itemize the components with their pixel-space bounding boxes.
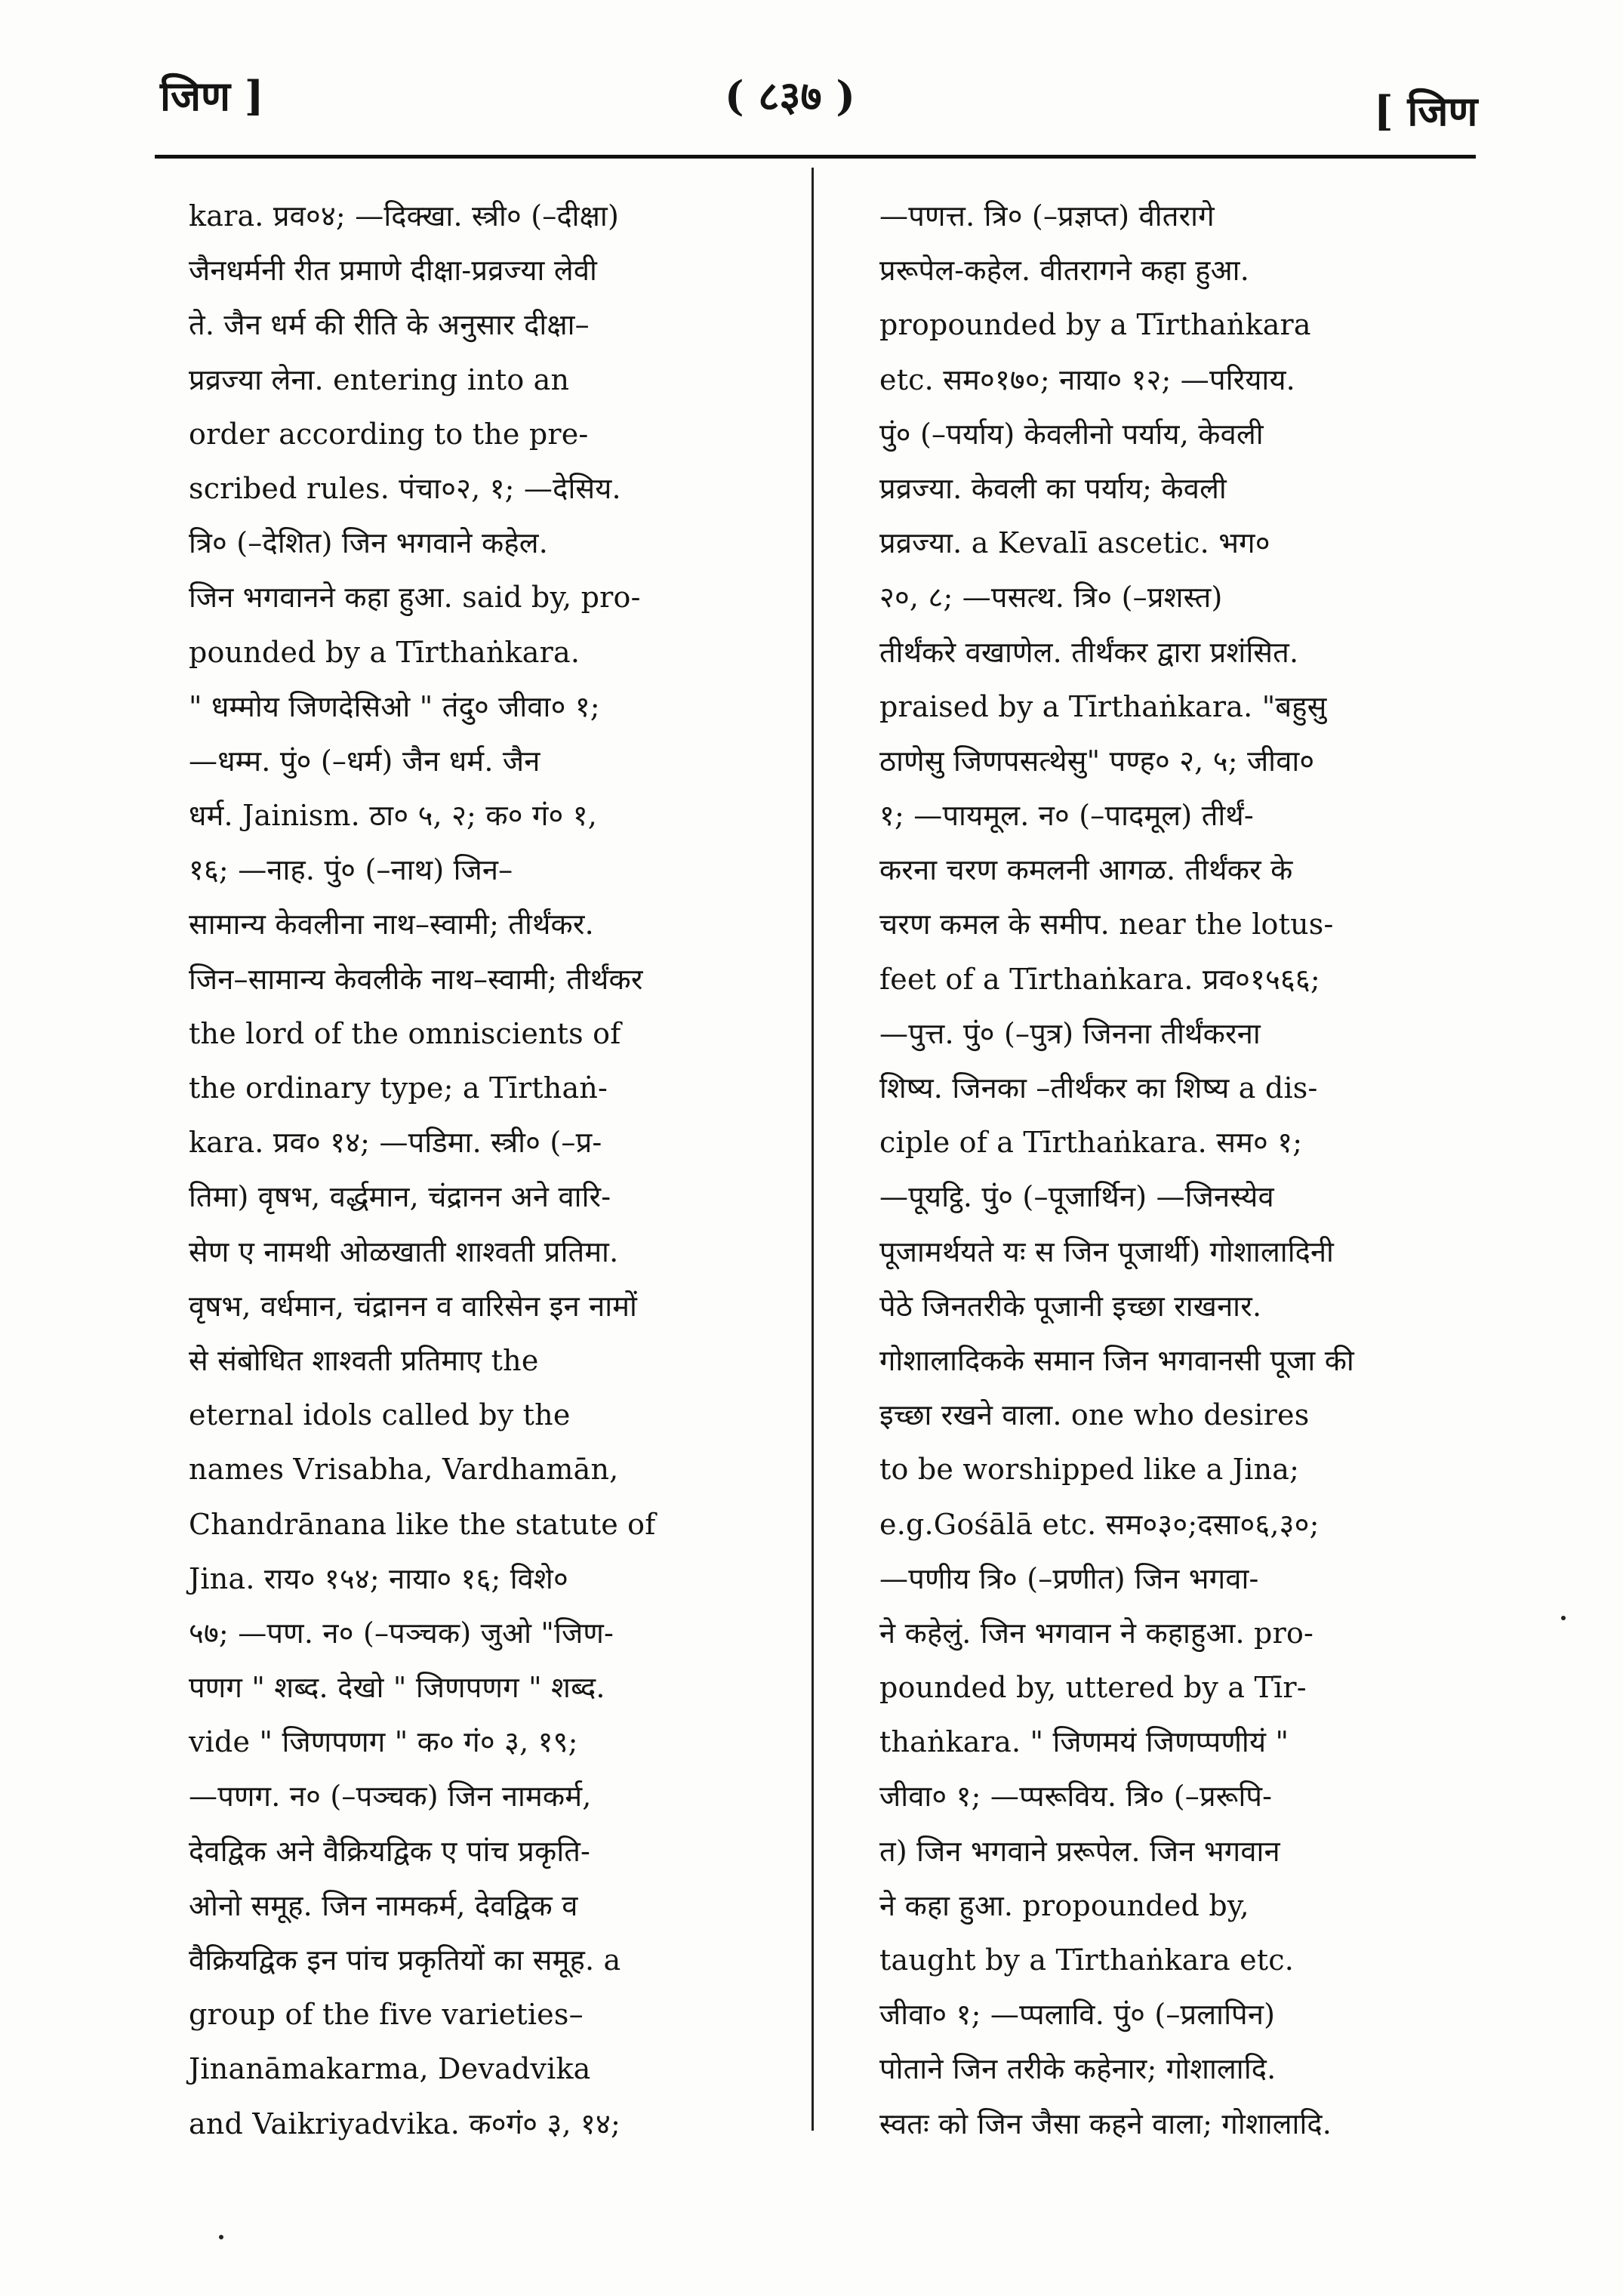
text-line: १; —पायमूल. न० (–पादमूल) तीर्थं- — [879, 799, 1254, 833]
text-line: गोशालादिकके समान जिन भगवानसी पूजा की — [879, 1343, 1354, 1377]
text-line: ने कहेलुं. जिन भगवान ने कहाहुआ. pro- — [879, 1616, 1314, 1650]
text-line: १६; —नाह. पुं० (–नाथ) जिन– — [189, 853, 513, 887]
print-speck — [219, 2235, 223, 2239]
text-line: जिन–सामान्य केवलीके नाथ–स्वामी; तीर्थंकर — [189, 962, 643, 996]
text-line: Jinanāmakarma, Devadvika — [189, 2052, 591, 2086]
text-line: the lord of the omniscients of — [189, 1016, 621, 1050]
text-line: thaṅkara. " जिणमयं जिणप्पणीयं " — [879, 1725, 1289, 1759]
text-line: to be worshipped like a Jina; — [879, 1453, 1300, 1487]
text-line: प्रव्रज्या. केवली का पर्याय; केवली — [879, 471, 1227, 505]
text-line: ओनो समूह. जिन नामकर्म, देवद्विक व — [189, 1888, 578, 1922]
header-rule — [155, 155, 1476, 159]
text-line: धर्म. Jainism. ठा० ५, २; क० गं० १, — [189, 799, 598, 833]
text-line: pounded by, uttered by a Tīr- — [879, 1671, 1307, 1705]
text-line: feet of a Tīrthaṅkara. प्रव०१५६६; — [879, 962, 1320, 996]
text-line: names Vrisabha, Vardhamān, — [189, 1453, 619, 1487]
text-line: e.g.Gośālā etc. सम०३०;दसा०६,३०; — [879, 1507, 1320, 1541]
text-line: the ordinary type; a Tīrthaṅ- — [189, 1071, 608, 1105]
text-line: propounded by a Tīrthaṅkara — [879, 308, 1311, 342]
text-line: जैनधर्मनी रीत प्रमाणे दीक्षा-प्रव्रज्या लेवी — [189, 254, 597, 288]
text-line: —पणत्त. त्रि० (–प्रज्ञप्त) वीतरागे — [879, 199, 1215, 233]
text-line: प्रव्रज्या लेना. entering into an — [189, 362, 570, 396]
text-line: पूजामर्थयते यः स जिन पूजार्थी) गोशालादिनी — [879, 1234, 1335, 1268]
text-line: —पूयट्ठि. पुं० (–पूजार्थिन) —जिनस्येव — [879, 1180, 1274, 1214]
text-line: ciple of a Tīrthaṅkara. सम० १; — [879, 1126, 1303, 1160]
text-line: त) जिन भगवाने प्ररूपेल. जिन भगवान — [879, 1834, 1280, 1868]
text-line: प्रव्रज्या. a Kevalī ascetic. भग० — [879, 526, 1270, 560]
text-line: वृषभ, वर्धमान, चंद्रानन व वारिसेन इन नामों — [189, 1289, 638, 1323]
text-line: eternal idols called by the — [189, 1398, 571, 1432]
text-line: —पणीय त्रि० (–प्रणीत) जिन भगवा- — [879, 1561, 1259, 1595]
right-column — [879, 189, 1495, 2140]
text-line: सामान्य केवलीना नाथ–स्वामी; तीर्थंकर. — [189, 908, 594, 942]
text-line: " धम्मोय जिणदेसिओ " तंदु० जीवा० १; — [189, 689, 600, 723]
text-line: ५७; —पण. न० (–पञ्चक) जुओ "जिण- — [189, 1616, 614, 1650]
text-line: scribed rules. पंचा०२, १; —देसिय. — [189, 471, 621, 505]
text-line: वैक्रियद्विक इन पांच प्रकृतियों का समूह. a — [189, 1943, 621, 1977]
left-column — [189, 189, 804, 2140]
text-line: पेठे जिनतरीके पूजानी इच्छा राखनार. — [879, 1289, 1262, 1323]
text-line: ठाणेसु जिणपसत्थेसु" पण्ह० २, ५; जीवा० — [879, 744, 1315, 778]
text-line: order according to the pre- — [189, 417, 589, 451]
text-line: praised by a Tīrthaṅkara. "बहुसु — [879, 689, 1327, 723]
header-right-guideword: [ जिण — [1374, 87, 1478, 135]
text-line: and Vaikriyadvika. क०गं० ३, १४; — [189, 2106, 621, 2140]
text-line: पोताने जिन तरीके कहेनार; गोशालादि. — [879, 2052, 1277, 2086]
text-line: करना चरण कमलनी आगळ. तीर्थंकर के — [879, 853, 1293, 887]
text-line: चरण कमल के समीप. near the lotus- — [879, 908, 1334, 942]
text-line: Chandrānana like the statute of — [189, 1507, 656, 1541]
print-speck — [1561, 1616, 1566, 1620]
text-line: kara. प्रव० १४; —पडिमा. स्त्री० (–प्र- — [189, 1126, 602, 1160]
text-line: group of the five varieties– — [189, 1998, 584, 2032]
page-number: ( ८३७ ) — [725, 72, 855, 120]
text-line: प्ररूपेल-कहेल. वीतरागने कहा हुआ. — [879, 254, 1249, 288]
text-line: taught by a Tīrthaṅkara etc. — [879, 1943, 1294, 1977]
text-line: शिष्य. जिनका –तीर्थंकर का शिष्य a dis- — [879, 1071, 1318, 1105]
text-line: सेण ए नामथी ओळखाती शाश्वती प्रतिमा. — [189, 1234, 619, 1268]
text-line: vide " जिणपणग " क० गं० ३, १९; — [189, 1725, 578, 1759]
text-line: ने कहा हुआ. propounded by, — [879, 1888, 1249, 1922]
text-line: जिन भगवानने कहा हुआ. said by, pro- — [189, 581, 641, 615]
text-line: तीर्थंकरे वखाणेल. तीर्थंकर द्वारा प्रशंसित. — [879, 635, 1299, 669]
text-line: से संबोधित शाश्वती प्रतिमाए the — [189, 1343, 539, 1377]
text-line: त्रि० (–देशित) जिन भगवाने कहेल. — [189, 526, 548, 560]
text-line: —पुत्त. पुं० (–पुत्र) जिनना तीर्थंकरना — [879, 1016, 1261, 1050]
text-line: जीवा० १; —प्पलावि. पुं० (–प्रलापिन) — [879, 1998, 1276, 2032]
text-line: ते. जैन धर्म की रीति के अनुसार दीक्षा– — [189, 308, 590, 342]
header-left-guideword: जिण ] — [160, 72, 264, 120]
column-divider — [812, 168, 814, 2131]
text-line: देवद्विक अने वैक्रियद्विक ए पांच प्रकृति- — [189, 1834, 591, 1868]
text-line: जीवा० १; —प्परूविय. त्रि० (–प्ररूपि- — [879, 1780, 1273, 1814]
text-line: —धम्म. पुं० (–धर्म) जैन धर्म. जैन — [189, 744, 540, 778]
text-line: २०, ८; —पसत्थ. त्रि० (–प्रशस्त) — [879, 581, 1223, 615]
text-line: pounded by a Tīrthaṅkara. — [189, 635, 581, 669]
text-line: पणग " शब्द. देखो " जिणपणग " शब्द. — [189, 1671, 605, 1705]
text-line: इच्छा रखने वाला. one who desires — [879, 1398, 1310, 1432]
text-line: पुं० (–पर्याय) केवलीनो पर्याय, केवली — [879, 417, 1264, 451]
text-line: kara. प्रव०४; —दिक्खा. स्त्री० (–दीक्षा) — [189, 199, 619, 233]
page-header — [0, 53, 1623, 136]
text-line: स्वतः को जिन जैसा कहने वाला; गोशालादि. — [879, 2106, 1332, 2140]
text-line: Jina. राय० १५४; नाया० १६; विशे० — [189, 1561, 568, 1595]
text-line: etc. सम०१७०; नाया० १२; —परियाय. — [879, 362, 1295, 396]
text-line: —पणग. न० (–पञ्चक) जिन नामकर्म, — [189, 1780, 592, 1814]
text-line: तिमा) वृषभ, वर्द्धमान, चंद्रानन अने वारि- — [189, 1180, 611, 1214]
